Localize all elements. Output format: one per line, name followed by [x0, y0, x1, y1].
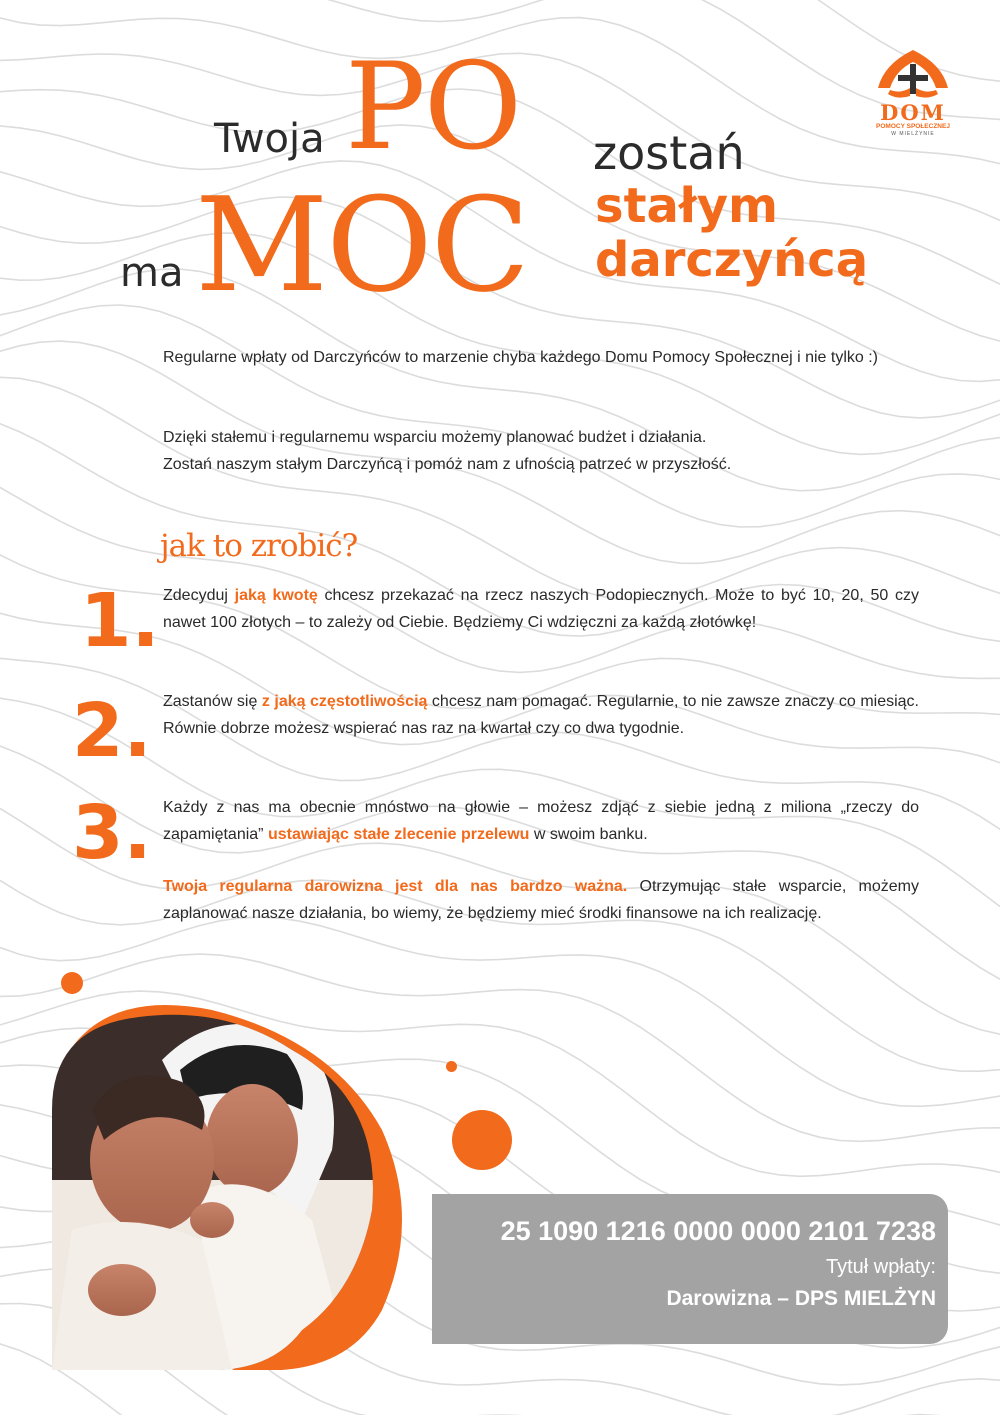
- intro-line-2: Zostań naszym stałym Darczyńcą i pomóż nam z ufnością patrzeć w przyszłość.: [163, 456, 732, 473]
- closing-highlight: Twoja regularna darowizna jest dla nas bardzo ważna.: [163, 878, 628, 895]
- step-1-number: 1.: [80, 578, 160, 664]
- intro-paragraph-2: [163, 424, 919, 478]
- header-moc: MOC: [195, 169, 529, 321]
- logo-location: W MIELŻYNIE: [891, 131, 935, 137]
- logo-name: DOM: [880, 100, 946, 125]
- payment-title-label: Tytuł wpłaty:: [825, 1256, 936, 1278]
- header-po: PO: [345, 38, 521, 177]
- step-3-after: w swoim banku.: [529, 826, 648, 843]
- bank-account-number: 25 1090 1216 0000 0000 2101 7238: [500, 1216, 936, 1246]
- contour-line: [0, 377, 1000, 599]
- step-2-before: Zastanów się: [163, 693, 262, 710]
- logo-roof-hands-icon: [870, 44, 956, 100]
- header-darczynca: darczyńcą: [595, 232, 869, 288]
- decor-dot-tiny: [446, 1061, 457, 1072]
- step-1-text: [163, 582, 919, 636]
- howto-heading: jak to zrobić?: [160, 528, 358, 564]
- logo-subtitle: POMOCY SPOŁECZNEJ: [876, 123, 950, 130]
- decor-dot-large: [452, 1110, 512, 1170]
- intro-paragraph-1: Regularne wpłaty od Darczyńców to marzenie chyba każdego Domu Pomocy Społecznej i nie tylko :): [163, 349, 879, 366]
- step-2-text: [163, 688, 919, 742]
- step-3-highlight: ustawiając stałe zlecenie przelewu: [267, 826, 530, 843]
- header-zostan: zostań: [593, 126, 745, 180]
- header-stalym: stałym: [595, 178, 779, 234]
- step-3-number: 3.: [72, 790, 152, 876]
- step-3-text: [163, 794, 919, 848]
- step-1-highlight: jaką kwotę: [234, 587, 318, 604]
- photo-caregiver-resident: [52, 990, 432, 1370]
- payment-title-value: Darowizna – DPS MIELŻYN: [666, 1287, 936, 1310]
- dps-logo: [870, 44, 956, 144]
- closing-paragraph: [163, 873, 919, 927]
- step-3-before: Każdy z nas ma obecnie mnóstwo na głowie – możesz zdjąć z siebie jedną z miliona „rzeczy do zapamiętania”: [163, 799, 919, 843]
- closing-rest: Otrzymując stałe wsparcie, możemy zaplanować nasze działania, bo wiemy, że będziemy mieć środki finansowe na ich realizację.: [163, 878, 919, 922]
- step-1-before: Zdecyduj: [163, 587, 235, 604]
- bank-details-panel: [432, 1194, 948, 1344]
- header-twoja: Twoja: [214, 116, 325, 162]
- header-ma: ma: [120, 250, 184, 296]
- step-2-number: 2.: [72, 688, 152, 774]
- step-2-highlight: z jaką częstotliwością: [261, 693, 428, 710]
- intro-line-1: Dzięki stałemu i regularnemu wsparciu możemy planować budżet i działania.: [163, 429, 707, 446]
- step-1-after: chcesz przekazać na rzecz naszych Podopiecznych. Może to być 10, 20, 50 czy nawet 100 złotych – to zależy od Ciebie. Będziemy Ci wdzięczni za każdą złotówkę!: [163, 587, 919, 631]
- step-2-after: chcesz nam pomagać. Regularnie, to nie zawsze znaczy co miesiąc. Równie dobrze możesz wspierać nas raz na kwartał czy co dwa tygodnie.: [163, 693, 919, 737]
